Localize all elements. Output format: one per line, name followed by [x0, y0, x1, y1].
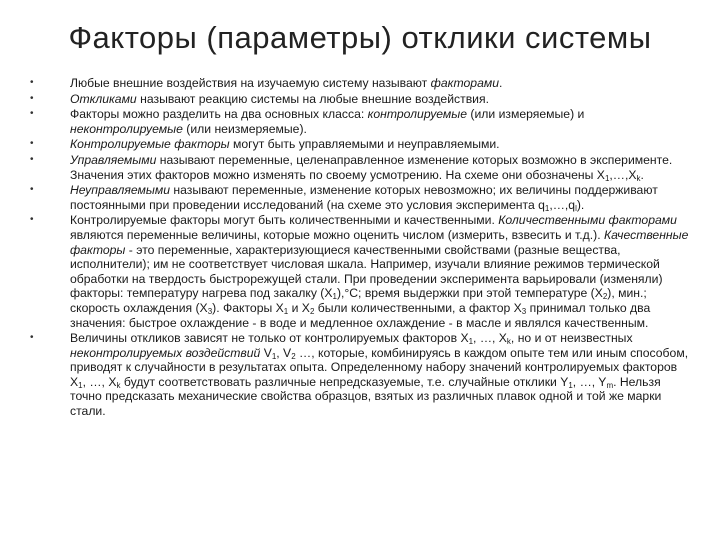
bullet-icon: • — [30, 138, 34, 150]
bullet-icon: • — [30, 108, 34, 120]
text-run: ). Факторы X — [212, 300, 284, 315]
text-run: , …, X — [473, 331, 507, 346]
text-run: Любые внешние воздействия на изучаемую систему называют — [70, 76, 431, 90]
bullet-item — [30, 76, 690, 91]
text-run: принимал только два значения: быстрое охлаждение - в воде и медленное охлаждение - в масле и являлся качественным. — [70, 300, 651, 330]
text-run: ),°С; время выдержки при этой температуре (X — [336, 286, 603, 301]
text-run: . — [498, 76, 503, 90]
text-run: называют переменные, изменение которых невозможно; их величины поддерживают постоянными при проведении исследований (на схеме это условия эксперимента q — [70, 183, 658, 212]
subscript: k — [506, 337, 511, 347]
text-run: …, которые, комбинируясь в каждом опыте тем или иным способом, приводят к случайности в результатах опыта. Определенному набору значений контролируемых факторов X — [70, 345, 689, 389]
text-run: , но и от неизвестных — [510, 331, 633, 346]
subscript: 1 — [332, 292, 337, 302]
text-run: ,…,X — [609, 167, 637, 182]
subscript: m — [606, 380, 614, 390]
bullet-text — [70, 107, 690, 136]
subscript: l — [575, 203, 577, 213]
text-run: называют реакцию системы на любые внешние воздействия. — [136, 91, 489, 106]
text-run: и X — [288, 300, 310, 315]
bullet-item — [30, 331, 690, 419]
bullet-text — [70, 213, 690, 330]
text-run: (или измеряемые) и — [467, 107, 585, 122]
italic-term: Контролируемые факторы — [70, 137, 230, 152]
subscript: 1 — [568, 380, 573, 390]
text-run: , …, Y — [572, 374, 607, 389]
bullet-text — [70, 137, 690, 152]
text-run: . Нельзя точно предсказать механические свойства образцов, взятых из различных плавок одной и той же марки стали. — [70, 374, 662, 419]
italic-term: контролируемые — [367, 107, 468, 122]
slide-title: Факторы (параметры) отклики системы — [68, 20, 652, 55]
subscript: 2 — [291, 351, 296, 361]
subscript: 1 — [604, 173, 610, 183]
bullet-item — [30, 153, 690, 182]
text-run: могут быть управляемыми и неуправляемыми. — [229, 137, 500, 152]
bullet-item — [30, 213, 690, 330]
text-run: Величины откликов зависят не только от контролируемых факторов X — [70, 331, 469, 346]
text-run: являются переменные величины, которые можно оценить числом (измерить, взвесить и т.д.). — [70, 227, 604, 242]
italic-term: Управляемыми — [70, 152, 157, 167]
subscript: 3 — [521, 306, 527, 316]
text-run: , V — [276, 345, 292, 360]
text-run: - это переменные, характеризующиеся качественными свойствами (разные вещества, исполнители); им не соответствует числовая шкала. Например, изучали влияние режимов термической обработки на твердость быстрорежущей стали. При проведении эксперимента варьировали (изменяли) факторы: температуру нагрева под закалку (X — [70, 242, 663, 301]
bullet-text — [70, 183, 690, 212]
italic-term: Качественные факторы — [70, 227, 689, 257]
subscript: 1 — [544, 203, 550, 213]
italic-term: неконтролируемых воздействий — [70, 345, 261, 360]
bullet-text — [70, 76, 690, 91]
text-run: ). — [576, 197, 585, 212]
bullet-item — [30, 183, 690, 212]
italic-term: Неуправляемыми — [70, 183, 170, 198]
bullet-icon: • — [30, 214, 34, 226]
italic-term: Количественными факторами — [498, 213, 677, 228]
italic-term: Откликами — [70, 91, 137, 106]
bullet-text — [70, 331, 690, 419]
subscript: 2 — [309, 306, 315, 316]
bullet-item — [30, 107, 690, 136]
bullet-icon: • — [30, 92, 34, 104]
bullet-icon: • — [30, 77, 34, 88]
bullet-item — [30, 137, 690, 152]
text-run: ,…,q — [549, 197, 576, 212]
text-run: . — [640, 167, 644, 182]
italic-term: неконтролируемые — [70, 121, 183, 136]
subscript: 1 — [271, 351, 277, 361]
italic-term: факторами — [430, 76, 499, 90]
bullet-icon: • — [30, 153, 34, 165]
bullet-text — [70, 153, 690, 182]
subscript: 2 — [602, 292, 608, 302]
text-run: называют переменные, целенаправленное изменение которых возможно в эксперименте. Значения этих факторов можно изменять по своему усмотрению. На схеме они обозначены X — [70, 152, 673, 182]
subscript: 1 — [78, 380, 83, 390]
text-run: V — [260, 345, 272, 360]
text-run: Контролируемые факторы могут быть количественными и качественными. — [70, 213, 499, 228]
bullet-list — [30, 76, 690, 419]
bullet-text — [70, 92, 690, 107]
subscript: 1 — [283, 306, 289, 316]
bullet-icon: • — [30, 184, 34, 196]
text-run: , …, X — [82, 374, 117, 389]
subscript: k — [636, 173, 641, 183]
bullet-item — [30, 92, 690, 107]
subscript: 3 — [207, 306, 213, 316]
text-run: Факторы можно разделить на два основных класса: — [70, 107, 368, 122]
subscript: k — [116, 380, 121, 390]
text-run: будут соответствовать различные непредсказуемые, т.е. случайные отклики Y — [120, 374, 569, 389]
text-run: ), мин.; скорость охлаждения (X — [70, 286, 647, 315]
text-run: (или неизмеряемые). — [182, 121, 307, 136]
slide-body — [30, 76, 690, 420]
subscript: 1 — [468, 337, 474, 347]
bullet-icon: • — [30, 332, 34, 344]
text-run: были количественными, а фактор X — [314, 300, 522, 315]
